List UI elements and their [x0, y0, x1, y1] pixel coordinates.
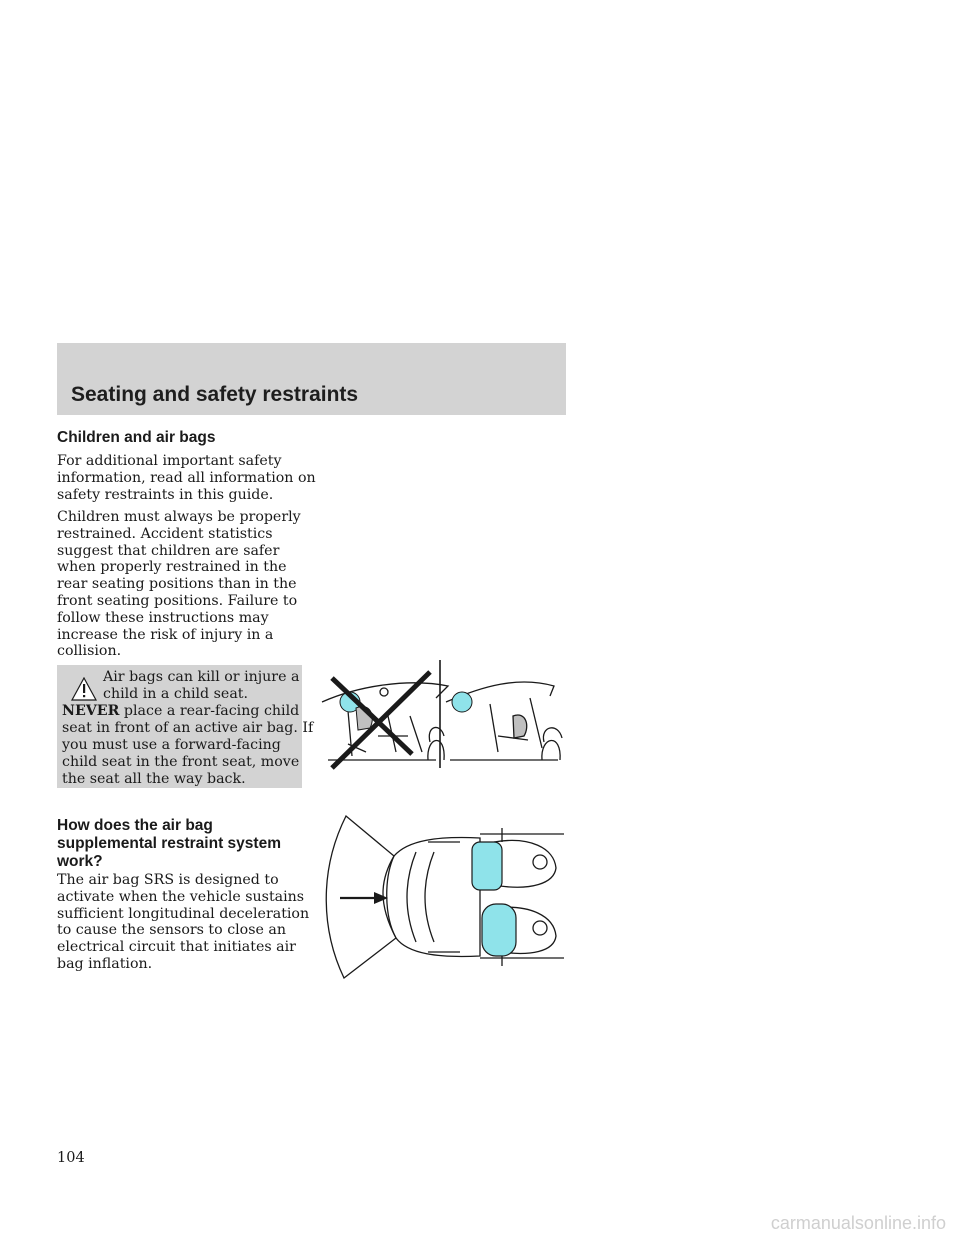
- warning-box: [57, 665, 314, 788]
- airbag-deployment-illustration: [318, 812, 568, 982]
- warning-line-7: the seat all the way back.: [62, 771, 246, 787]
- warning-line-3-rest: place a rear-facing child: [119, 703, 300, 719]
- how-airbag-works-heading: How does the air bag supplemental restraint system work?: [57, 817, 281, 870]
- child-seat-illustration: [318, 656, 568, 776]
- warning-line-6: child seat in the front seat, move: [62, 754, 300, 770]
- warning-triangle-icon: [71, 677, 97, 701]
- warning-line-5: you must use a forward-facing: [62, 737, 281, 753]
- page-title: Seating and safety restraints: [71, 383, 359, 406]
- warning-line-1: Air bags can kill or injure a: [103, 669, 300, 685]
- section-header-band: [57, 343, 566, 415]
- watermark: carmanualsonline.info: [770, 1213, 946, 1233]
- warning-line-2: child in a child seat.: [103, 686, 248, 702]
- warning-line-4: seat in front of an active air bag. If: [62, 720, 314, 736]
- page-number: 104: [57, 1150, 85, 1166]
- warning-line-3: [62, 703, 299, 720]
- children-restrained-paragraph: Children must always be properly restrained. Accident statistics suggest that children are safer when properly restrained in the rear seating positions than in the front seating positions. Failure to follow these instructions may increase the risk of injury in a collision.: [57, 509, 301, 660]
- additional-info-paragraph: For additional important safety information, read all information on safety restraints in this guide.: [57, 453, 316, 503]
- airbag-activation-paragraph: The air bag SRS is designed to activate when the vehicle sustains sufficient longitudinal deceleration to cause the sensors to close an electrical circuit that initiates air bag inflation.: [57, 872, 310, 972]
- never-emphasis: NEVER: [62, 703, 120, 719]
- children-airbags-heading: Children and air bags: [57, 429, 216, 446]
